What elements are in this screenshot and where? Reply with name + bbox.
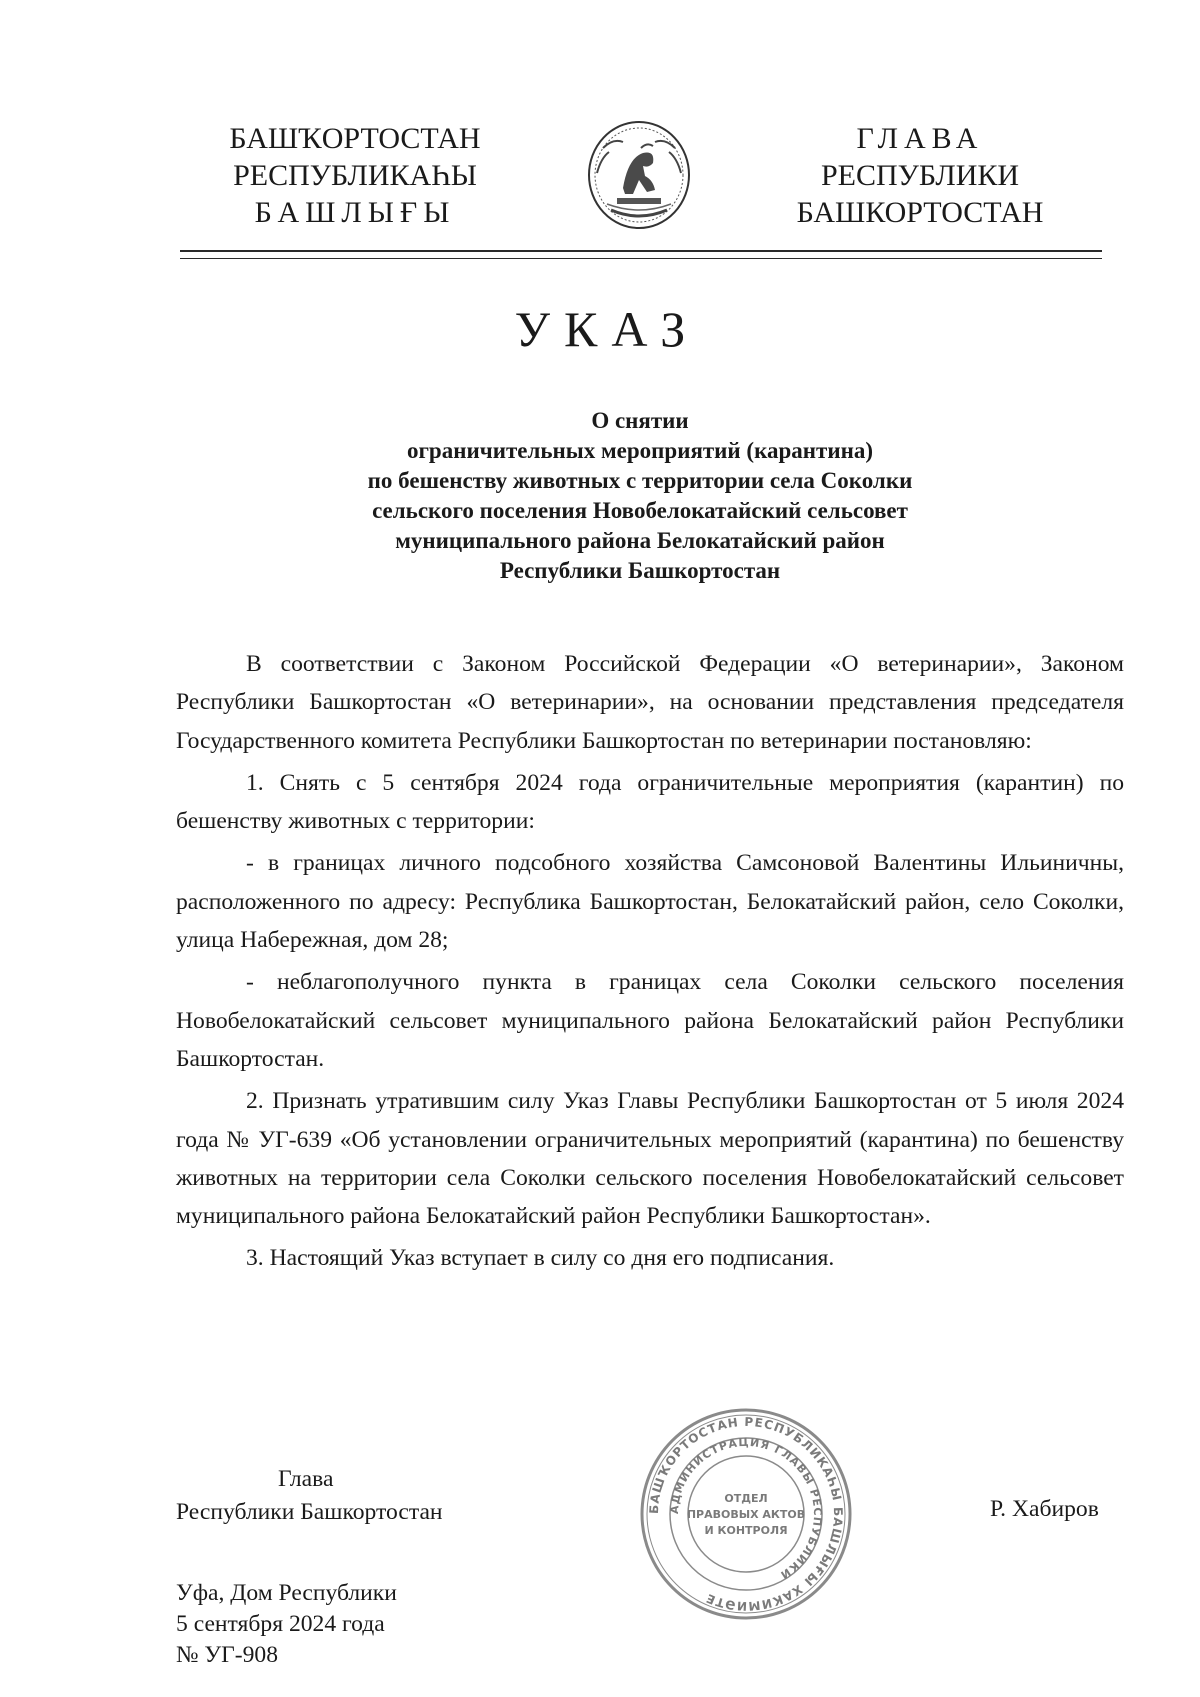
subject-line: ограничительных мероприятий (карантина) [406,438,874,463]
subject-line: Республики Башкортостан [499,558,781,583]
coat-of-arms-icon [583,118,695,232]
date: 5 сентября 2024 года [176,1611,385,1637]
signatory-position [176,1463,443,1529]
document-title: УКАЗ [514,301,700,357]
signatory-position-line-1: Глава [278,1466,334,1492]
document-body [176,645,1124,1282]
document-subject [180,406,1100,586]
place-date-block [176,1578,397,1671]
header-divider [180,250,1102,259]
subject-line: по бешенству животных с территории села Соколки [367,468,913,493]
header-right-line-1: ГЛАВА [856,122,984,155]
seal-center-line: И КОНТРОЛЯ [704,1524,788,1537]
seal-center-line: ОТДЕЛ [724,1492,768,1505]
body-paragraph: 3. Настоящий Указ вступает в силу со дня его подписания. [246,1245,835,1272]
header-left-line-1: БАШҠОРТОСТАН [229,122,481,155]
seal-inner-text: АДМИНИСТРАЦИЯ ГЛАВЫ РЕСПУБЛИКИ [667,1435,825,1582]
header-left-line-3: БАШЛЫҒЫ [254,196,456,229]
seal-outer-text: БАШҠОРТОСТАН РЕСПУБЛИКАҺЫ БАШЛЫҒЫ ХАКИМИӘТЕ [646,1414,846,1614]
body-paragraph: - в границах личного подсобного хозяйства Самсоновой Валентины Ильиничны, расположенного по адресу: Республика Башкортостан, Белокатайский район, село Соколки, улица Набережная, дом 28; [176,850,1124,954]
body-paragraph: 2. Признать утратившим силу Указ Главы Республики Башкортостан от 5 июля 2024 года № УГ-639 «Об установлении ограничительных мероприятий (карантина) по бешенству животных на территории села Соколки сельского поселения Новобелокатайский сельсовет муниципального района Белокатайский район Республики Башкортостан». [176,1088,1124,1230]
subject-line: сельского поселения Новобелокатайский сельсовет [372,498,908,523]
signatory-name: Р. Хабиров [990,1496,1099,1522]
header-right-russian [770,120,1070,231]
body-paragraph: 1. Снять с 5 сентября 2024 года ограничительные мероприятия (карантин) по бешенству животных с территории: [176,769,1124,835]
signatory-position-line-2: Республики Башкортостан [176,1499,443,1525]
header-right-line-3: БАШКОРТОСТАН [796,196,1044,229]
subject-line: муниципального района Белокатайский район [395,528,885,553]
body-paragraph: В соответствии с Законом Российской Федерации «О ветеринарии», Законом Республики Башкортостан «О ветеринарии», на основании представления председателя Государственного комитета Республики Башкортостан по ветеринарии постановляю: [176,651,1124,754]
official-seal-icon [638,1406,854,1622]
header-left-bashkir [195,120,515,231]
body-paragraph: - неблагополучного пункта в границах села Соколки сельского поселения Новобелокатайский сельсовет муниципального района Белокатайский район Республики Башкортостан. [176,969,1124,1072]
seal-center-line: ПРАВОВЫХ АКТОВ [686,1508,806,1521]
header-left-line-2: РЕСПУБЛИКАҺЫ [233,159,477,192]
place: Уфа, Дом Республики [176,1580,397,1606]
header-right-line-2: РЕСПУБЛИКИ [820,159,1020,192]
subject-line: О снятии [591,408,689,433]
document-number: № УГ-908 [176,1642,279,1668]
